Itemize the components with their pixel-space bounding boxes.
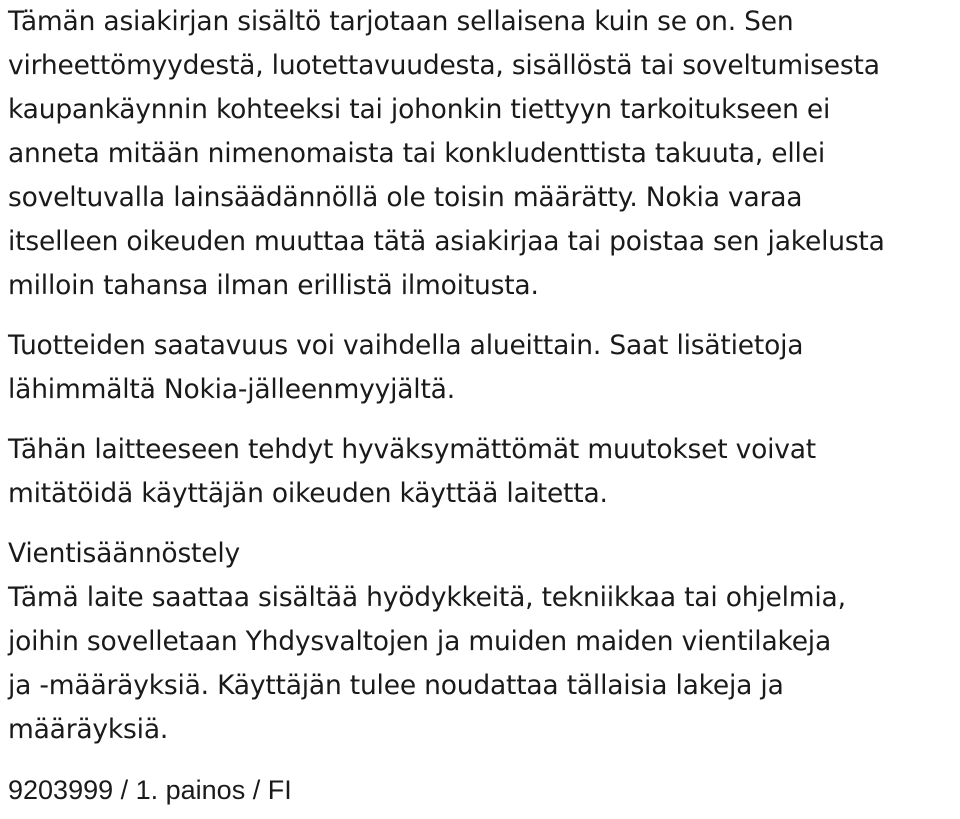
text-line: mitätöidä käyttäjän oikeuden käyttää laitetta. [8, 478, 608, 509]
text-line: Tämä laite saattaa sisältää hyödykkeitä, tekniikkaa tai ohjelmia, [8, 582, 846, 613]
text-line: Tähän laitteeseen tehdyt hyväksymättömät muutokset voivat [8, 434, 816, 465]
text-line: soveltuvalla lainsäädännöllä ole toisin määrätty. Nokia varaa [8, 182, 803, 213]
text-line: lähimmältä Nokia-jälleenmyyjältä. [8, 374, 455, 405]
disclaimer-paragraph [8, 0, 956, 308]
paragraph-spacer [8, 412, 956, 428]
paragraph-spacer [8, 752, 956, 768]
text-line: itselleen oikeuden muuttaa tätä asiakirjaa tai poistaa sen jakelusta [8, 226, 885, 257]
text-line: Tuotteiden saatavuus voi vaihdella alueittain. Saat lisätietoja [8, 330, 804, 361]
text-line: anneta mitään nimenomaista tai konkludenttista takuuta, ellei [8, 138, 825, 169]
text-line: joihin sovelletaan Yhdysvaltojen ja muiden maiden vientilakeja [8, 626, 832, 657]
text-line: milloin tahansa ilman erillistä ilmoitusta. [8, 270, 539, 301]
text-line: määräyksiä. [8, 714, 169, 745]
document-page [8, 0, 956, 812]
modification-paragraph [8, 428, 956, 516]
section-heading: Vientisäännöstely [8, 538, 240, 569]
availability-paragraph [8, 324, 956, 412]
export-control-section [8, 532, 956, 752]
text-line: kaupankäynnin kohteeksi tai johonkin tiettyyn tarkoitukseen ei [8, 94, 831, 125]
paragraph-spacer [8, 516, 956, 532]
text-line: ja -määräyksiä. Käyttäjän tulee noudattaa tällaisia lakeja ja [8, 670, 784, 701]
text-line: virheettömyydestä, luotettavuudesta, sisällöstä tai soveltumisesta [8, 50, 880, 81]
text-line: Tämän asiakirjan sisältö tarjotaan sellaisena kuin se on. Sen [8, 6, 794, 37]
document-code-footer: 9203999 / 1. painos / FI [8, 775, 292, 805]
paragraph-spacer [8, 308, 956, 324]
